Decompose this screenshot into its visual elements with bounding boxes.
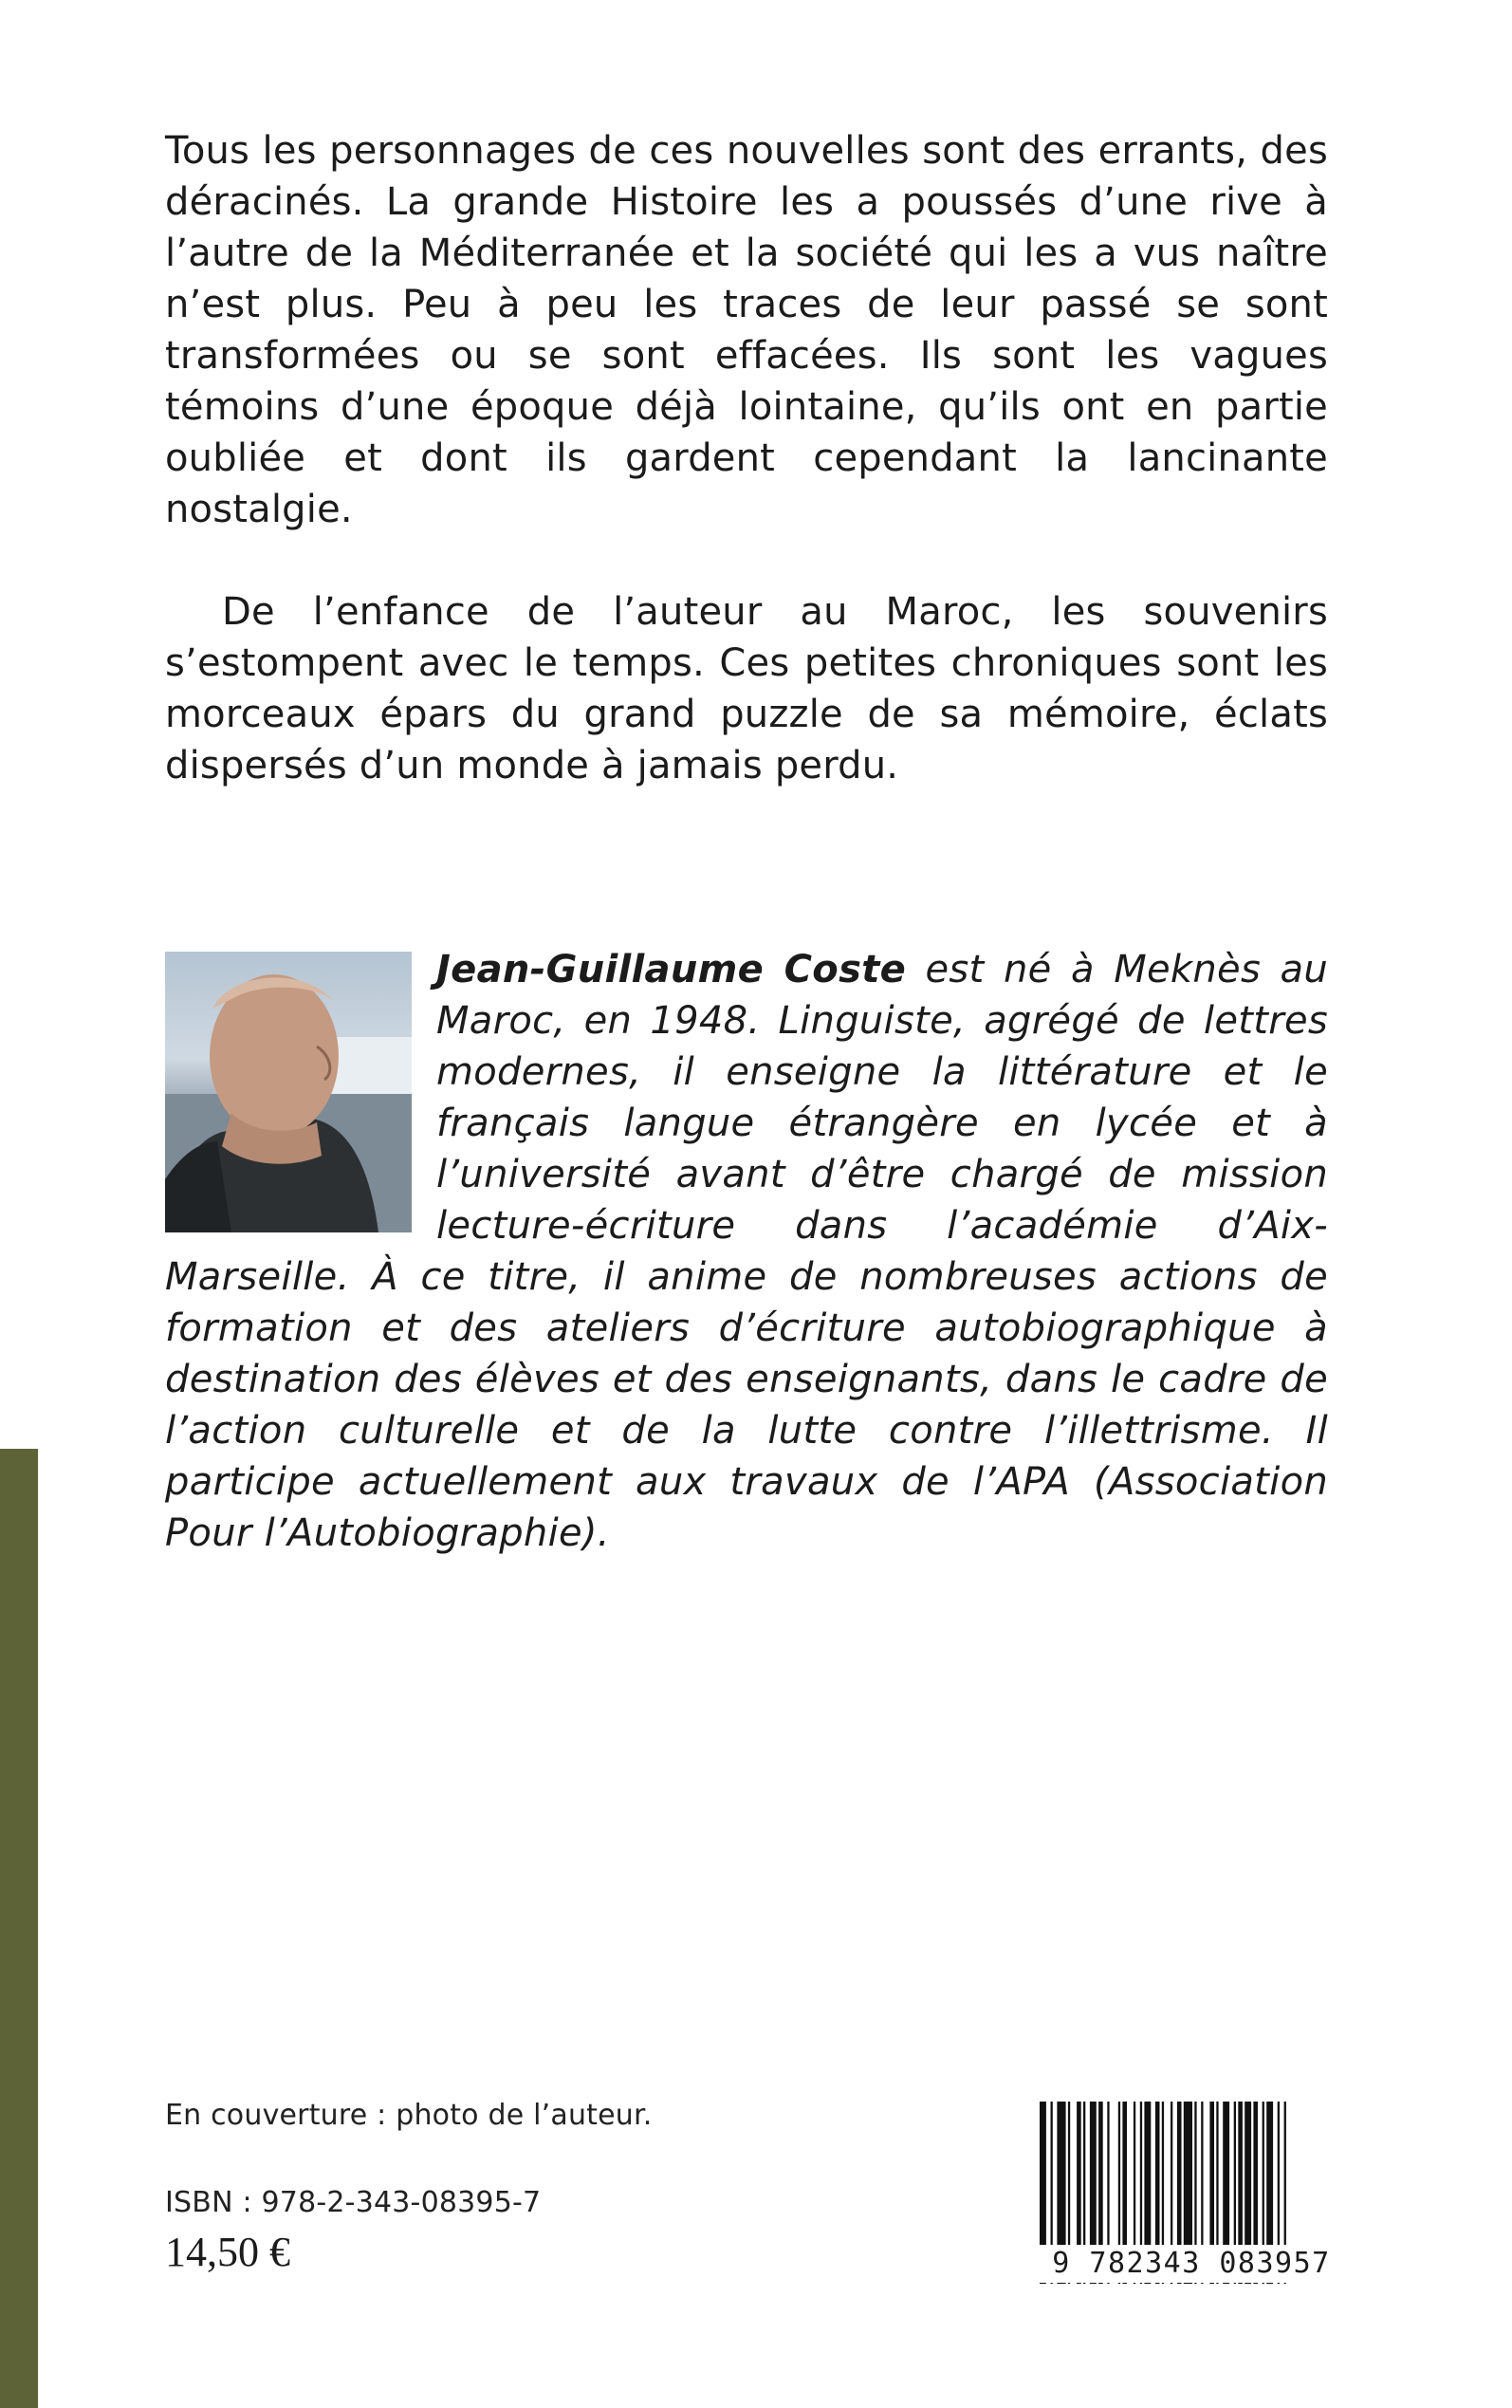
spine-color-band [0,1449,38,2408]
blurb-paragraph-2: De l’enfance de l’auteur au Maroc, les souvenirs s’estompent avec le temps. Ces petites chroniques sont les morceaux épars du grand puzzle de sa mémoire, éclats dispersés d’un monde à jamais perdu. [165,590,1328,787]
author-photo [165,952,412,1232]
cover-photo-credit: En couverture : photo de l’auteur. [165,2099,653,2132]
blurb-paragraph-1: Tous les personnages de ces nouvelles sont des errants, des déracinés. La grande Histoire les a poussés d’une rive à l’autre de la Méditerranée et la société qui les a vus naître n’est plus. Peu à peu les traces de leur passé se sont transformées ou se sont effacées. Ils sont les vagues témoins d’une époque déjà lointaine, qu’ils ont en partie oubliée et dont ils gardent cependant la lancinante nostalgie. [165,129,1328,531]
author-name: Jean-Guillaume Coste [436,948,907,991]
isbn: ISBN : 978-2-343-08395-7 [165,2186,542,2219]
barcode-digits: 9 782343 083957 [1036,2245,1347,2283]
author-portrait-illustration [165,952,412,1232]
bio-body: est né à Meknès au Maroc, en 1948. Linguiste, agrégé de lettres modernes, il enseigne la littérature et le français langue étrangère en lycée et à l’université avant d’être chargé de mission lecture-écriture dans l’académie d’Aix-Marseille. À ce titre, il anime de nombreuses actions de formation et des ateliers d’écriture autobiographique à destination des élèves et des enseignants, dans le cadre de l’action culturelle et de la lutte contre l’illettrisme. Il participe actuellement aux travaux de l’APA (Association Pour l’Autobiographie). [165,948,1328,1555]
price: 14,50 € [165,2229,290,2275]
back-cover-blurb [165,125,1328,791]
author-bio [165,944,1328,1559]
